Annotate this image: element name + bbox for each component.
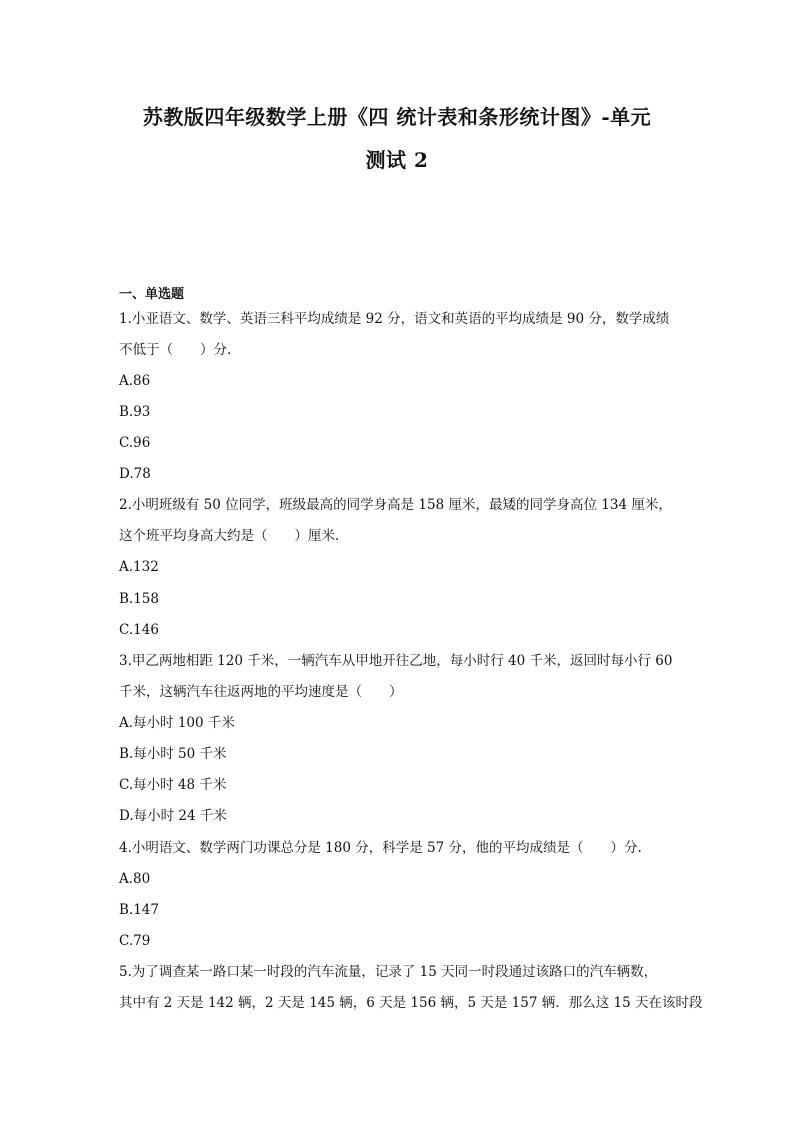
question-2-option-b: B.158: [119, 591, 159, 607]
question-1-option-b: B.93: [119, 404, 151, 420]
question-3-stem-line2: 千米，这辆汽车往返两地的平均速度是（ ）: [119, 684, 403, 700]
question-3-option-b: B.每小时 50 千米: [119, 746, 227, 762]
question-1-stem-line2: 不低于（ ）分.: [119, 342, 232, 358]
question-2-stem-line1: 2.小明班级有 50 位同学，班级最高的同学身高是 158 厘米，最矮的同学身高位 134 厘米，: [119, 497, 672, 513]
document-title-line1: 苏教版四年级数学上册《四 统计表和条形统计图》-单元: [142, 105, 652, 129]
question-2-option-c: C.146: [119, 622, 159, 638]
document-title-line2: 测试 2: [365, 148, 429, 172]
question-1-option-d: D.78: [119, 466, 151, 482]
question-1-option-a: A.86: [119, 373, 151, 389]
question-4-option-c: C.79: [119, 933, 151, 949]
question-4-option-b: B.147: [119, 902, 159, 918]
question-4-stem-line1: 4.小明语文、数学两门功课总分是 180 分，科学是 57 分，他的平均成绩是（ ）分.: [119, 840, 642, 856]
question-2-option-a: A.132: [119, 559, 159, 575]
question-4-option-a: A.80: [119, 871, 151, 887]
question-3-option-d: D.每小时 24 千米: [119, 808, 227, 824]
question-5-stem-line1: 5.为了调查某一路口某一时段的汽车流量，记录了 15 天同一时段通过该路口的汽车辆数，: [119, 964, 658, 980]
section-heading: 一、单选题: [119, 287, 185, 302]
question-3-option-a: A.每小时 100 千米: [119, 715, 235, 731]
question-3-stem-line1: 3.甲乙两地相距 120 千米，一辆汽车从甲地开往乙地，每小时行 40 千米，返回时每小行 60: [119, 653, 673, 669]
question-1-stem-line1: 1.小亚语文、数学、英语三科平均成绩是 92 分，语文和英语的平均成绩是 90 分，数学成绩: [119, 311, 670, 327]
question-1-option-c: C.96: [119, 435, 151, 451]
question-3-option-c: C.每小时 48 千米: [119, 777, 227, 793]
question-2-stem-line2: 这个班平均身高大约是（ ）厘米.: [119, 528, 340, 544]
question-5-stem-line2: 其中有 2 天是 142 辆，2 天是 145 辆，6 天是 156 辆，5 天是 157 辆．那么这 15 天在该时段: [119, 995, 703, 1011]
